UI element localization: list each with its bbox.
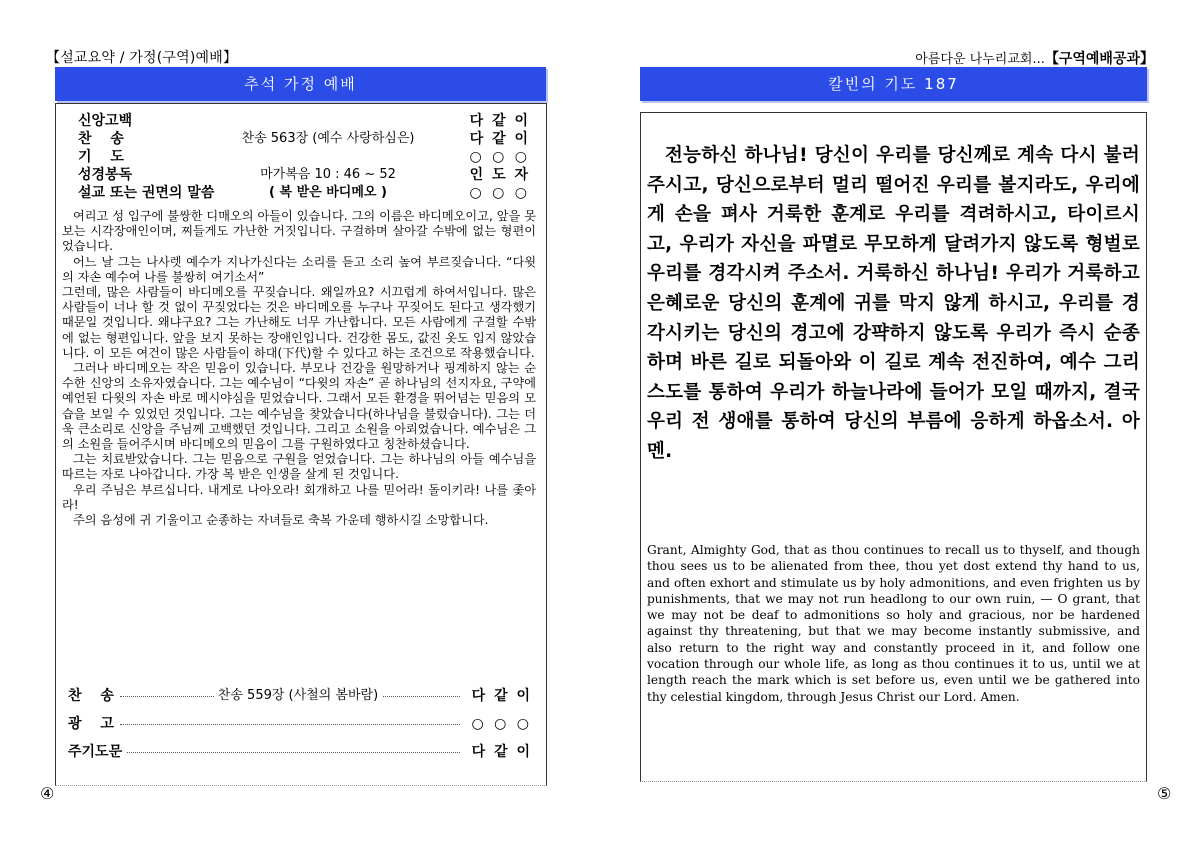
prayer-english bbox=[647, 542, 1140, 705]
page-number-right: ⑤ bbox=[1157, 784, 1172, 803]
left-page-panel bbox=[55, 103, 547, 786]
closing-label: 찬 송 bbox=[68, 682, 118, 710]
order-leader: 다 같 이 bbox=[469, 131, 530, 147]
sermon-paragraph: 어느 날 그는 나사렛 예수가 지나가신다는 소리를 듣고 소리 높여 부르짖습니다. “다윗의 자손 예수여 나를 불쌍히 여기소서” bbox=[62, 254, 536, 284]
order-row bbox=[78, 184, 530, 202]
closing-leader: 다 같 이 bbox=[468, 738, 532, 766]
header-right bbox=[915, 48, 1154, 68]
order-leader: 다 같 이 bbox=[469, 113, 530, 129]
order-label: 찬 송 bbox=[78, 131, 124, 147]
leader-dots bbox=[120, 752, 460, 753]
sermon-paragraph: 그런데, 많은 사람들이 바디메오를 꾸짖습니다. 왜일까요? 시끄럽게 하여서입니다. 많은 사람들이 너나 할 것 없이 꾸짖었다는 것은 바디메오를 누구나 꾸짖어도 된다고 생각했기 때문일 것입니다. 왜냐구요? 그는 가난해도 너무 가난합니다. 모든 사람에게 구걸할 수밖에 없는 형편입니다. 앞을 보지 못하는 장애인입니다. 건강한 몸도, 값진 옷도 입지 않았습니다. 이 모든 여건이 많은 사람들이 하대(下代)할 수 있다고 하는 조건으로 작용했습니다. bbox=[62, 285, 536, 360]
worship-order bbox=[78, 112, 530, 202]
closing-leader: ○ ○ ○ bbox=[467, 710, 532, 738]
closing-label: 광 고 bbox=[68, 710, 118, 738]
prayer-korean-text: 전능하신 하나님! 당신이 우리를 당신께로 계속 다시 불러 주시고, 당신으로부터 멀리 떨어진 우리를 볼지라도, 우리에게 손을 펴사 거룩한 훈계로 우리를 격려하시고, 타이르시고, 우리가 자신을 파멸로 무모하게 달려가지 않도록 형벌로 우리를 경각시켜 주소서. 거룩하신 하나님! 우리가 거룩하고 은혜로운 당신의 훈계에 귀를 막지 않게 하시고, 우리를 경각시키는 당신의 경고에 강퍅하지 않도록 우리가 즉시 순종하며 바른 길로 되돌아와 이 길로 계속 전진하여, 예수 그리스도를 통하여 우리가 하늘나라에 들어가 모일 때까지, 결국 우리 전 생애를 통하여 당신의 부름에 응하게 하옵소서. 아멘. bbox=[647, 145, 1140, 462]
left-title-band: 추석 가정 예배 bbox=[55, 67, 546, 101]
order-label: 성경봉독 bbox=[78, 167, 133, 183]
order-leader: ○ ○ ○ bbox=[469, 149, 530, 165]
sermon-paragraph: 주의 음성에 귀 기울이고 순종하는 자녀들로 축복 가운데 행하시길 소망합니다. bbox=[73, 513, 489, 528]
page-number-left: ④ bbox=[40, 784, 55, 803]
order-row bbox=[78, 130, 530, 148]
sermon-title: ( 복 받은 바디메오 ) bbox=[269, 185, 387, 200]
closing-row bbox=[68, 738, 532, 766]
order-row bbox=[78, 148, 530, 166]
header-church: 아름다운 나누리교회... bbox=[915, 52, 1045, 67]
order-middle: 찬송 563장 (예수 사랑하심은) bbox=[241, 131, 415, 146]
sermon-text bbox=[62, 209, 536, 528]
closing-row bbox=[68, 710, 532, 738]
header-section: 【구역예배공과】 bbox=[1044, 51, 1154, 67]
closing-hymn: 찬송 559장 (사철의 봄바람) bbox=[214, 688, 382, 703]
sermon-paragraph: 여리고 성 입구에 불쌍한 디매오의 아들이 있습니다. 그의 이름은 바디메오이고, 앞을 못 보는 시각장애인이며, 찌들게도 가난한 거짓입니다. 구걸하며 살아갈 수밖에 없는 형편이었습니다. bbox=[62, 209, 536, 254]
prayer-korean bbox=[647, 141, 1140, 467]
closing-middle bbox=[198, 682, 398, 710]
sermon-paragraph: 그는 치료받았습니다. 그는 믿음으로 구원을 얻었습니다. 그는 하나님의 아들 예수님을 따르는 자로 나아갑니다. 가장 복 받은 인생을 살게 된 것입니다. bbox=[62, 452, 536, 482]
order-leader: 인 도 자 bbox=[469, 167, 530, 183]
order-leader: ○ ○ ○ bbox=[469, 185, 530, 201]
header-left: 【설교요약 / 가정(구역)예배】 bbox=[46, 50, 238, 66]
right-title-band: 칼빈의 기도 187 bbox=[640, 67, 1147, 101]
leader-dots bbox=[120, 724, 460, 725]
prayer-english-text: Grant, Almighty God, that as thou continues to recall us to thyself, and though thou sees us to be alienated from thee, thou yet dost extend thy hand to us, and often exhort and stimulate us by holy admonitions, and even frighten us by punishments, that we may not run headlong to our own ruin, — O grant, that we may not be deaf to admonitions so holy and gracious, nor be hardened against thy threatening, but that we may become instantly submissive, and also return to the right way and constantly proceed in it, and follow one vocation through our whole life, as long as thou continues it to us, until we at length reach the mark which is set before us, even until we be gathered into thy celestial kingdom, through Jesus Christ our Lord. Amen. bbox=[647, 543, 1140, 704]
order-label: 기 도 bbox=[78, 149, 124, 165]
order-label: 신앙고백 bbox=[78, 113, 133, 129]
closing-label: 주기도문 bbox=[68, 738, 126, 766]
closing-row bbox=[68, 682, 532, 710]
order-row bbox=[78, 166, 530, 184]
closing-leader: 다 같 이 bbox=[468, 682, 532, 710]
sermon-paragraph: 우리 주님은 부르십니다. 내게로 나아오라! 회개하고 나를 믿어라! 돌이키라! 나를 좇아라! bbox=[62, 482, 536, 512]
order-middle: 마가복음 10 : 46 ~ 52 bbox=[260, 167, 396, 182]
order-row bbox=[78, 112, 530, 130]
sermon-paragraph: 그러나 바디메오는 작은 믿음이 있습니다. 부모나 건강을 원망하거나 핑계하지 않는 순수한 신앙의 소유자였습니다. 그는 예수님이 “다윗의 자손” 곧 하나님의 선지자요, 구약에 예언된 다윗의 자손 바로 메시야심을 믿었습니다. 그래서 모든 환경을 뛰어넘는 믿음의 모습을 보일 수 있었던 것입니다. 그는 예수님을 찾았습니다(하나님을 불렀습니다). 그는 더욱 큰소리로 신앙을 주님께 고백했던 것입니다. 그리고 소원을 아뢰었습니다. 예수님은 그의 소원을 들어주시며 바디메오의 믿음이 그를 구원하였다고 칭찬하셨습니다. bbox=[62, 361, 536, 452]
closing-order bbox=[68, 682, 532, 766]
right-page-panel bbox=[640, 112, 1147, 782]
order-label: 설교 또는 권면의 말씀 bbox=[78, 185, 215, 201]
